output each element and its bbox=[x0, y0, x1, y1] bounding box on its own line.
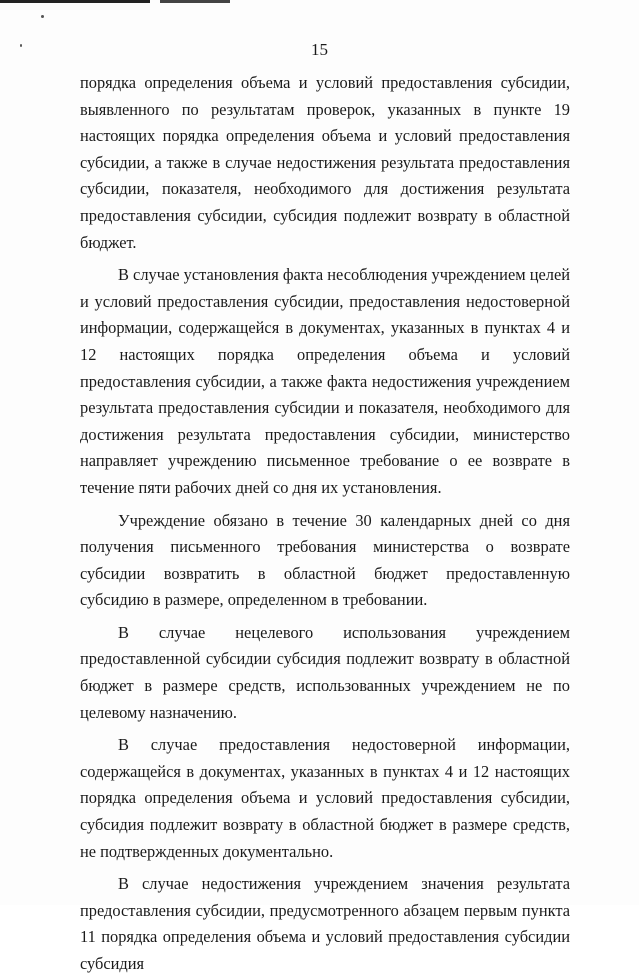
body-text bbox=[80, 70, 570, 978]
page-number: 15 bbox=[311, 40, 328, 59]
paragraph-6: В случае недостижения учреждением значения результата предоставления субсидии, предусмотренного абзацем первым пункта 11 порядка определения объема и условий предоставления субсидии субсидия bbox=[80, 874, 570, 973]
paragraph-1: порядка определения объема и условий предоставления субсидии, выявленного по результатам проверок, указанных в пункте 19 настоящих порядка определения объема и условий предоставления субсидии, а также в случае недостижения результата предоставления субсидии, показателя, необходимого для достижения результата предоставления субсидии, субсидия подлежит возврату в областной бюджет. bbox=[80, 73, 570, 252]
paragraph-4: В случае нецелевого использования учреждением предоставленной субсидии субсидия подлежит возврату в областной бюджет в размере средств, использованных учреждением не по целевому назначению. bbox=[80, 622, 570, 722]
paragraph-2: В случае установления факта несоблюдения учреждением целей и условий предоставления субсидии, предоставления недостоверной информации, содержащейся в документах, указанных в пунктах 4 и 12 настоящих порядка определения объема и условий предоставления субсидии, а также факта недостижения учреждением результата предоставления субсидии и показателя, необходимого для достижения результата предоставления субсидии, министерство направляет учреждению письменное требование о ее возврате в течение пяти рабочих дней со дня их установления. bbox=[80, 265, 570, 497]
scan-speck bbox=[41, 15, 44, 18]
scan-edge-mark bbox=[0, 0, 240, 3]
paragraph-3: Учреждение обязано в течение 30 календарных дней со дня получения письменного требования министерства о возврате субсидии возвратить в областной бюджет предоставленную субсидию в размере, определенном в требовании. bbox=[80, 510, 570, 610]
paragraph-5: В случае предоставления недостоверной информации, содержащейся в документах, указанных в пунктах 4 и 12 настоящих порядка определения объема и условий предоставления субсидии, субсидия подлежит возврату в областной бюджет в размере средств, не подтвержденных документально. bbox=[80, 735, 570, 861]
